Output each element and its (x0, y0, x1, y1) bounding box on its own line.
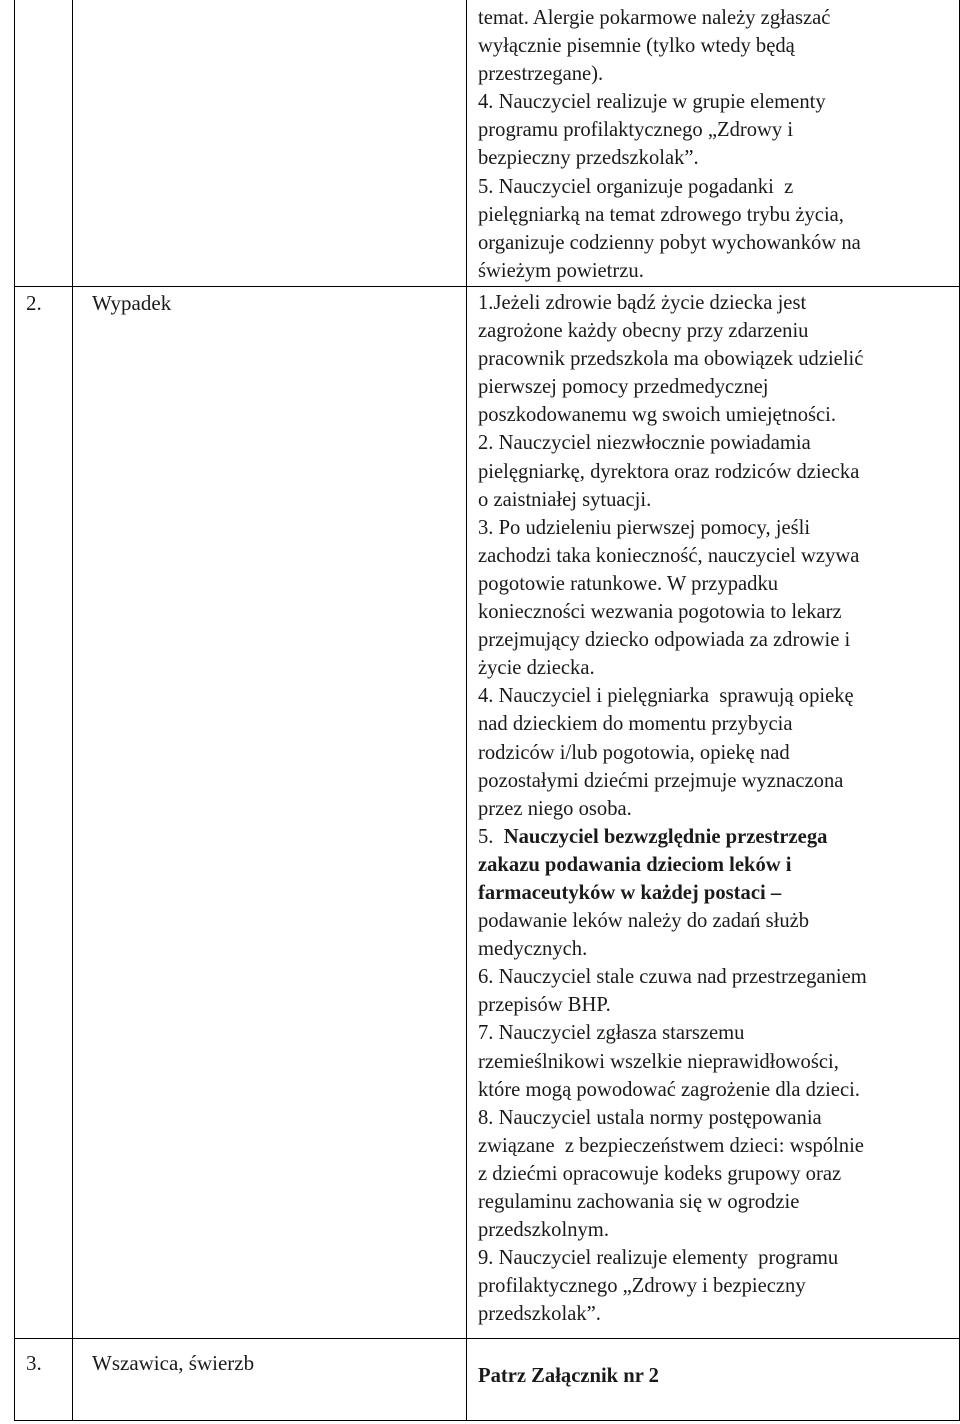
content-line (478, 317, 948, 345)
table-border-left (14, 0, 15, 1421)
content-line (478, 1132, 948, 1160)
content-line (478, 823, 948, 851)
text-segment: temat. Alergie pokarmowe należy zgłaszać (478, 7, 831, 29)
content-line (478, 1188, 948, 1216)
content-line (478, 963, 948, 991)
table-border-bottom (14, 1420, 960, 1421)
procedure-table (14, 0, 960, 1421)
content-line (478, 907, 948, 935)
content-line (478, 486, 948, 514)
content-line (478, 795, 948, 823)
content-line (478, 1160, 948, 1188)
text-segment: wyłącznie pisemnie (tylko wtedy będą (478, 35, 795, 58)
text-segment: profilaktycznego „Zdrowy i bezpieczny (478, 1275, 806, 1298)
text-segment: programu profilaktycznego „Zdrowy i (478, 119, 794, 142)
text-segment: podawanie leków należy do zadań służb (478, 910, 810, 933)
text-segment: 4. Nauczyciel realizuje w grupie elementy (478, 91, 826, 114)
row-number: 3. (26, 1351, 42, 1375)
text-segment: konieczności wezwania pogotowia to lekarz (478, 601, 842, 624)
content-line (478, 60, 948, 88)
table-row-content (478, 1362, 948, 1390)
content-line (478, 429, 948, 457)
content-line (478, 710, 948, 738)
text-segment: pierwszej pomocy przedmedycznej (478, 376, 769, 399)
content-line (478, 851, 948, 879)
text-segment: świeżym powietrzu. (478, 259, 644, 282)
text-segment: pielęgniarką na temat zdrowego trybu życia, (478, 203, 844, 226)
content-line (478, 289, 948, 317)
bold-text: zakazu podawania dzieciom leków i (478, 853, 792, 876)
text-segment: pracownik przedszkola ma obowiązek udzielić (478, 348, 864, 371)
text-segment: przedszkolak”. (478, 1303, 601, 1326)
content-line (478, 767, 948, 795)
text-segment: 5. (478, 825, 504, 848)
text-segment: przez niego osoba. (478, 797, 632, 820)
row-title: Wypadek (92, 291, 172, 315)
content-line (478, 144, 948, 172)
text-segment: pogotowie ratunkowe. W przypadku (478, 572, 779, 595)
text-segment: 5. Nauczyciel organizuje pogadanki z (478, 175, 794, 198)
text-segment: 2. Nauczyciel niezwłocznie powiadamia (478, 432, 811, 455)
text-segment: 7. Nauczyciel zgłasza starszemu (478, 1022, 745, 1045)
content-line (478, 1019, 948, 1047)
text-segment: pielęgniarkę, dyrektora oraz rodziców dziecka (478, 460, 860, 483)
content-line (478, 682, 948, 710)
content-line (478, 1048, 948, 1076)
bold-text: Nauczyciel bezwzględnie przestrzega (503, 825, 828, 848)
content-line (478, 345, 948, 373)
content-line (478, 570, 948, 598)
text-segment: przestrzegane). (478, 63, 604, 86)
content-line (478, 401, 948, 429)
text-segment: medycznych. (478, 938, 588, 961)
text-segment: pozostałymi dziećmi przejmuje wyznaczona (478, 769, 844, 792)
content-line (478, 598, 948, 626)
table-row-content (478, 4, 948, 285)
text-segment: poszkodowanemu wg swoich umiejętności. (478, 404, 837, 427)
content-line (478, 1244, 948, 1272)
content-line (478, 88, 948, 116)
content-line (478, 229, 948, 257)
bold-text: farmaceutyków w każdej postaci – (478, 881, 782, 904)
content-line (478, 1362, 948, 1390)
text-segment: przejmujący dziecko odpowiada za zdrowie i (478, 629, 851, 652)
content-line (478, 173, 948, 201)
table-row-content (478, 289, 948, 1328)
content-line (478, 116, 948, 144)
text-segment: 8. Nauczyciel ustala normy postępowania (478, 1106, 822, 1129)
text-segment: o zaistniałej sytuacji. (478, 488, 652, 511)
table-row-divider (14, 1338, 960, 1339)
content-line (478, 739, 948, 767)
text-segment: 3. Po udzieleniu pierwszej pomocy, jeśli (478, 516, 811, 539)
text-segment: organizuje codzienny pobyt wychowanków na (478, 231, 861, 254)
content-line (478, 654, 948, 682)
content-line (478, 201, 948, 229)
text-segment: rodziców i/lub pogotowia, opiekę nad (478, 741, 790, 764)
content-line (478, 373, 948, 401)
text-segment: przedszkolnym. (478, 1219, 609, 1242)
content-line (478, 1076, 948, 1104)
table-column-divider-2 (466, 0, 467, 1421)
text-segment: zagrożone każdy obecny przy zdarzeniu (478, 320, 809, 343)
text-segment: z dziećmi opracowuje kodeks grupowy oraz (478, 1162, 842, 1185)
content-line (478, 991, 948, 1019)
content-line (478, 257, 948, 285)
text-segment: które mogą powodować zagrożenie dla dzieci. (478, 1078, 860, 1101)
bold-text: Patrz Załącznik nr 2 (478, 1365, 659, 1387)
text-segment: zachodzi taka konieczność, nauczyciel wzywa (478, 544, 860, 567)
row-number: 2. (26, 291, 42, 315)
text-segment: życie dziecka. (478, 657, 595, 680)
content-line (478, 542, 948, 570)
content-line (478, 458, 948, 486)
text-segment: regulaminu zachowania się w ogrodzie (478, 1191, 800, 1213)
content-line (478, 32, 948, 60)
content-line (478, 1300, 948, 1328)
content-line (478, 514, 948, 542)
row-title: Wszawica, świerzb (92, 1351, 255, 1375)
text-segment: 9. Nauczyciel realizuje elementy programu (478, 1247, 839, 1270)
content-line (478, 1104, 948, 1132)
text-segment: 4. Nauczyciel i pielęgniarka sprawują opiekę (478, 685, 854, 708)
content-line (478, 4, 948, 32)
table-column-divider-1 (72, 0, 73, 1421)
content-line (478, 1216, 948, 1244)
content-line (478, 935, 948, 963)
content-line (478, 879, 948, 907)
text-segment: związane z bezpieczeństwem dzieci: wspólnie (478, 1134, 864, 1157)
text-segment: bezpieczny przedszkolak”. (478, 147, 699, 170)
text-segment: rzemieślnikowi wszelkie nieprawidłowości, (478, 1050, 839, 1073)
table-row-divider (14, 286, 960, 287)
text-segment: 6. Nauczyciel stale czuwa nad przestrzeganiem (478, 966, 867, 989)
content-line (478, 1272, 948, 1300)
content-line (478, 626, 948, 654)
text-segment: przepisów BHP. (478, 994, 611, 1017)
text-segment: nad dzieckiem do momentu przybycia (478, 713, 793, 736)
text-segment: 1.Jeżeli zdrowie bądź życie dziecka jest (478, 292, 807, 314)
